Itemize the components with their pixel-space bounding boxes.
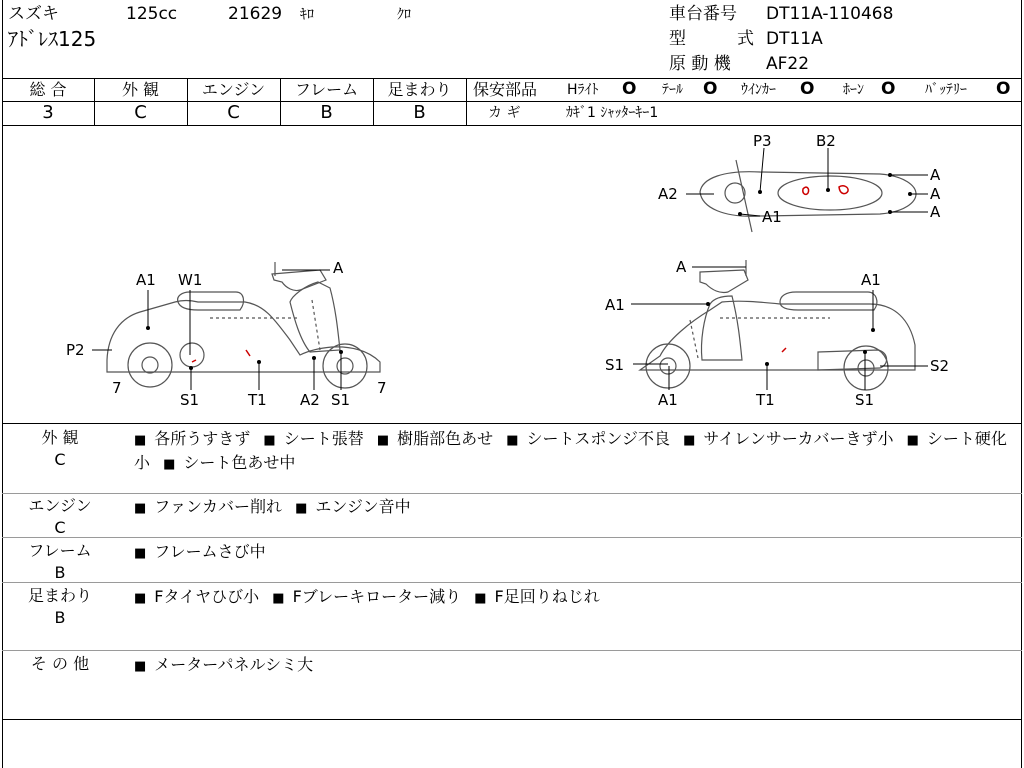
condition-item [134, 497, 282, 516]
grade-header-frame: フレーム [294, 80, 359, 99]
left-rear-hub [142, 357, 158, 373]
safety-tail-mark: O [703, 79, 718, 99]
bullet-square-icon: ■ [134, 659, 147, 674]
type-label-a: 型 [669, 29, 686, 49]
engine-label: 原 動 機 [669, 54, 731, 74]
damage-mark-left-2 [192, 360, 196, 362]
section-exterior-grade: C [54, 450, 66, 469]
grade-value-suspension: B [413, 102, 426, 123]
section-divider-4 [2, 650, 1022, 651]
bullet-square-icon: ■ [163, 457, 176, 472]
condition-item [474, 587, 600, 606]
safety-battery-mark: O [996, 79, 1011, 99]
model-name: ｱﾄﾞﾚｽ125 [8, 27, 97, 51]
right-label-a: A [676, 258, 687, 276]
grade-header-suspension: 足まわり [387, 80, 452, 99]
top-label-a1: A1 [762, 208, 782, 226]
grade-value-overall: 3 [42, 102, 54, 123]
right-label-a1-bottom: A1 [658, 391, 678, 409]
left-front-wheel [323, 344, 367, 388]
condition-item-text: F足回りねじれ [494, 587, 600, 606]
displacement: 125cc [126, 4, 178, 24]
right-scooter-frame [690, 318, 830, 358]
right-label-t1: T1 [756, 391, 775, 409]
left-label-s1a: S1 [180, 391, 200, 409]
section-frame-grade: B [54, 563, 66, 582]
left-label-7a: 7 [112, 379, 122, 397]
safety-winker-label: ｳｲﾝｶｰ [741, 82, 776, 98]
condition-item-text: シートスポンジ不良 [526, 429, 670, 448]
bullet-square-icon: ■ [506, 433, 519, 448]
left-label-s1b: S1 [331, 391, 351, 409]
right-scooter-handle [700, 270, 748, 293]
grade-divider-5 [466, 78, 467, 125]
type-label-b: 式 [737, 29, 754, 49]
top-label-a-r3: A [930, 203, 941, 221]
section-engine-label: エンジン [28, 496, 92, 515]
grade-value-exterior: C [134, 102, 147, 123]
section-engine-items [134, 496, 1018, 520]
top-label-a-r2: A [930, 185, 941, 203]
section-exterior-label: 外 観 [41, 428, 79, 447]
left-label-w1: W1 [178, 271, 203, 289]
section-suspension-items [134, 586, 1018, 610]
condition-item [134, 587, 259, 606]
condition-item [295, 497, 411, 516]
grade-header-overall: 総 合 [29, 80, 67, 99]
right-scooter-seat [780, 292, 877, 310]
condition-item-text: エンジン音中 [315, 497, 411, 516]
condition-item-text: ファンカバー削れ [154, 497, 282, 516]
frame-number: DT11A-110468 [766, 4, 894, 24]
frame-number-label: 車台番号 [669, 4, 737, 24]
condition-item [263, 429, 363, 448]
section-frame-label: フレーム [28, 541, 92, 560]
condition-item [683, 429, 893, 448]
grade-value-engine: C [227, 102, 240, 123]
grade-header-exterior: 外 観 [121, 80, 160, 99]
condition-item-text: 各所うすきず [154, 429, 251, 448]
top-label-a-r1: A [930, 166, 941, 184]
right-label-a1-left: A1 [605, 296, 625, 314]
right-muffler [818, 350, 887, 370]
condition-item-text: シート硬化小 [134, 429, 1007, 472]
left-label-a1: A1 [136, 271, 156, 289]
section-frame-items [134, 541, 1018, 565]
bullet-square-icon: ■ [134, 591, 147, 606]
damage-mark-top-1 [803, 187, 809, 194]
left-label-t1: T1 [248, 391, 267, 409]
right-front-wheel [646, 344, 690, 388]
right-label-s2: S2 [930, 357, 950, 375]
type-value: DT11A [766, 29, 823, 49]
left-label-a2: A2 [300, 391, 320, 409]
right-label-s1-bottom: S1 [855, 391, 875, 409]
condition-item [134, 655, 313, 674]
top-scooter-headlight [725, 183, 745, 203]
safety-battery-label: ﾊﾞｯﾃﾘｰ [925, 82, 967, 98]
right-scooter-body [640, 301, 915, 370]
key-label: カ ギ [488, 105, 521, 121]
bullet-square-icon: ■ [295, 501, 308, 516]
condition-item [506, 429, 670, 448]
vehicle-diagram [0, 126, 1024, 422]
condition-item [272, 587, 461, 606]
mileage-unit: ｷﾛ [300, 7, 314, 23]
left-scooter-legshield [290, 282, 340, 352]
top-label-p3: P3 [753, 132, 772, 150]
left-label-p2: P2 [66, 341, 85, 359]
diagram-bottom-line [2, 423, 1022, 424]
condition-item-text: Fタイヤひび小 [154, 587, 260, 606]
grade-header-line [2, 101, 1022, 102]
safety-headlight-label: Hﾗｲﾄ [567, 82, 599, 98]
condition-item-text: 樹脂部色あせ [397, 429, 494, 448]
header-bottom-line [2, 78, 1022, 79]
safety-headlight-mark: O [622, 79, 637, 99]
safety-winker-mark: O [800, 79, 815, 99]
section-other-label: そ の 他 [30, 654, 90, 673]
bullet-square-icon: ■ [474, 591, 487, 606]
bullet-square-icon: ■ [376, 433, 390, 448]
section-suspension-label: 足まわり [27, 586, 92, 605]
safety-horn-mark: O [881, 79, 896, 99]
bullet-square-icon: ■ [134, 433, 147, 448]
right-label-s1: S1 [605, 356, 625, 374]
bullet-square-icon: ■ [683, 433, 696, 448]
bullet-square-icon: ■ [906, 433, 919, 448]
safety-horn-label: ﾎｰﾝ [843, 82, 864, 98]
condition-item-text: サイレンサーカバーきず小 [703, 429, 894, 448]
bottom-frame-line [2, 719, 1022, 720]
section-suspension-grade: B [54, 608, 66, 627]
right-label-a1-right: A1 [861, 271, 881, 289]
mileage: 21629 [228, 4, 283, 24]
condition-item [134, 429, 250, 448]
left-label-7b: 7 [377, 379, 387, 397]
damage-mark-left [246, 350, 250, 356]
damage-mark-right [782, 348, 786, 352]
condition-item-text: メーターパネルシミ大 [154, 655, 314, 674]
left-engine-cover [180, 343, 204, 367]
bullet-square-icon: ■ [134, 546, 147, 561]
damage-mark-top-2 [839, 186, 848, 194]
condition-item [163, 453, 295, 472]
key-value: ｶｷﾞ1 ｼｬｯﾀｰｷｰ1 [566, 105, 659, 121]
section-exterior-items [134, 428, 1018, 476]
grade-value-frame: B [320, 102, 333, 123]
bullet-square-icon: ■ [134, 501, 147, 516]
color: ｸﾛ [397, 7, 411, 23]
condition-item-text: シート色あせ中 [183, 453, 296, 472]
condition-item [134, 542, 266, 561]
section-divider-1 [2, 493, 1022, 494]
safety-tail-label: ﾃｰﾙ [662, 82, 683, 98]
section-divider-2 [2, 537, 1022, 538]
condition-item-text: フレームさび中 [154, 542, 266, 561]
bullet-square-icon: ■ [272, 591, 285, 606]
section-engine-grade: C [54, 518, 66, 537]
condition-item-text: シート張替 [283, 429, 364, 448]
left-scooter-handle [272, 270, 326, 291]
condition-item [377, 429, 493, 448]
bullet-square-icon: ■ [263, 433, 276, 448]
safety-title: 保安部品 [473, 80, 538, 99]
section-divider-3 [2, 582, 1022, 583]
left-label-a: A [333, 259, 344, 277]
condition-item-text: Fブレーキローター減り [292, 587, 462, 606]
left-rear-wheel [128, 343, 172, 387]
top-label-b2: B2 [816, 132, 836, 150]
engine-value: AF22 [766, 54, 810, 74]
top-scooter-seat [778, 176, 882, 210]
maker: スズキ [8, 4, 59, 24]
section-other-items [134, 654, 1018, 678]
right-front-hub [660, 358, 676, 374]
top-label-a2: A2 [658, 185, 678, 203]
grade-header-engine: エンジン [201, 80, 266, 99]
